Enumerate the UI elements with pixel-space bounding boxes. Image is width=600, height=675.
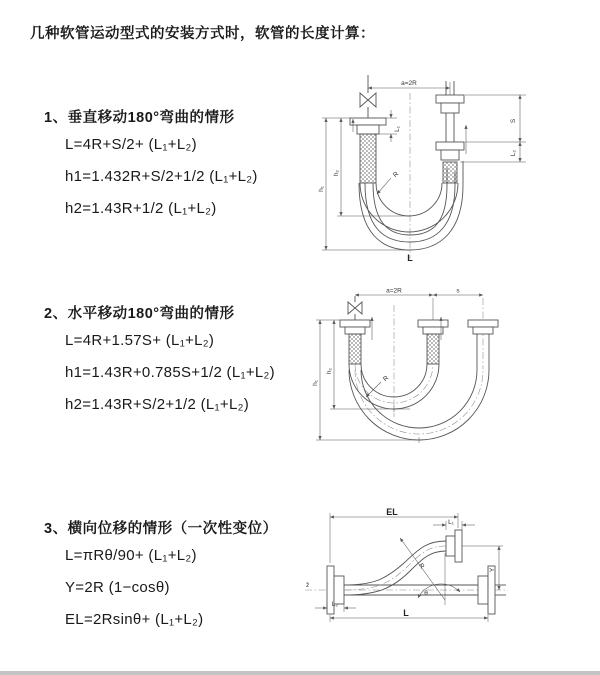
dim-a2r: [368, 80, 450, 95]
page-bottom-edge: [0, 671, 600, 675]
section-3-formulas: [44, 540, 278, 636]
dim-s: [460, 95, 526, 162]
dim-label-h1: h₁: [312, 380, 319, 386]
dim-l2: [315, 601, 356, 612]
formula-line: L=4R+S/2+ (L₁+L₂): [65, 136, 197, 153]
diagram-horizontal-180-bend: [310, 285, 600, 460]
dim-l1-left: [376, 110, 401, 142]
formula-line: h2=1.43R+1/2 (L₁+L₂): [65, 200, 217, 217]
horizontal-bend-drawing: [310, 285, 600, 460]
braided-hose-left: [349, 334, 361, 364]
hose-curves-moved: [349, 370, 489, 440]
formula-line: Y=2R (1−cosθ): [65, 579, 170, 596]
formula-line: L=4R+1.57S+ (L₁+L₂): [65, 332, 215, 349]
vertical-bend-drawing: [313, 73, 595, 265]
tick-marks: [391, 406, 422, 443]
braided-hose-middle: [427, 334, 439, 364]
formula-line: h1=1.43R+0.785S+1/2 (L₁+L₂): [65, 364, 275, 381]
dim-label-l-total: L: [407, 253, 413, 263]
dim-s: [433, 288, 483, 296]
page-title: 几种软管运动型式的安装方式时，软管的长度计算：: [30, 26, 375, 42]
dim-label-a2r: a=2R: [386, 287, 402, 295]
section-vertical-movement: [44, 106, 258, 225]
bottom-right-flange: [478, 566, 506, 614]
dim-l1: [433, 519, 475, 530]
section-2-formulas: [44, 325, 275, 421]
dim-label-r: R: [381, 374, 391, 384]
formula-line: h2=1.43R+S/2+1/2 (L₁+L₂): [65, 396, 250, 413]
diagram-lateral-displacement: [302, 505, 598, 647]
dim-label-r: R: [391, 170, 401, 180]
section-lateral-displacement: [44, 517, 278, 636]
section-horizontal-movement: [44, 302, 275, 421]
dim-label-l1: L₁: [448, 519, 454, 526]
lateral-displacement-drawing: [302, 505, 598, 647]
section-3-heading: 3、横向位移的情形（一次性变位）: [44, 521, 278, 537]
left-flange: [340, 320, 370, 334]
dim-label-h2: h₂: [326, 367, 333, 375]
section-1-heading: 1、垂直移动180°弯曲的情形: [44, 110, 235, 126]
dim-label-l2: L₂: [510, 149, 517, 157]
dim-label-s: s: [456, 287, 460, 295]
left-flange: [350, 118, 386, 134]
dim-label-h1: h₁: [318, 186, 325, 192]
dim-label-h2: h₂: [333, 169, 340, 177]
middle-flange: [418, 320, 448, 334]
section-1-formulas: [44, 129, 258, 225]
hose-s-curve: [344, 541, 462, 595]
right-flange: [468, 320, 498, 334]
section-2-heading: 2、水平移动180°弯曲的情形: [44, 306, 235, 322]
dim-a2r: [355, 288, 433, 296]
formula-line: EL=2Rsinθ+ (L₁+L₂): [65, 611, 204, 628]
dim-label-l2: L₂: [331, 601, 339, 608]
dim-el: [330, 507, 458, 563]
dim-label-el: EL: [386, 507, 398, 517]
dim-l-total: [330, 608, 488, 622]
valve-icon: [348, 296, 362, 320]
dim-label-l: L: [403, 608, 409, 618]
datum-label-z: z̄: [306, 582, 310, 589]
formula-line: h1=1.432R+S/2+1/2 (L₁+L₂): [65, 168, 258, 185]
dim-label-l1: L₁: [394, 126, 401, 132]
radius-leader: [377, 170, 400, 194]
dim-label-s: S: [510, 118, 517, 124]
dim-label-r: R: [417, 562, 426, 571]
formula-line: L=πRθ/90+ (L₁+L₂): [65, 547, 197, 564]
dim-label-theta: θ: [424, 590, 428, 597]
diagram-vertical-180-bend: [313, 73, 595, 265]
dim-label-y: Y: [489, 567, 496, 573]
valve-icon: [360, 75, 376, 118]
top-right-flange: [446, 530, 462, 562]
dim-label-a2r: a=2R: [401, 80, 417, 87]
braided-hose-left: [360, 134, 376, 183]
